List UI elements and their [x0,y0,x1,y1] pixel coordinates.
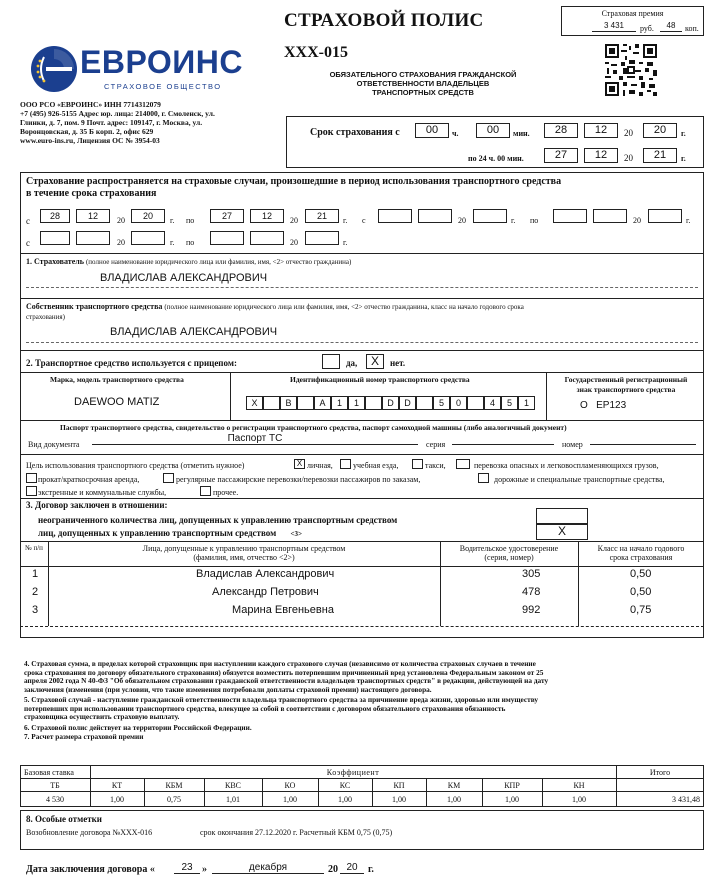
euroins-logo-tagline: СТРАХОВОЕ ОБЩЕСТВО [104,82,222,91]
year-prefix: 20 [624,128,633,138]
calc-value-1: 4 530 [46,795,64,804]
period-3-to-month [250,231,284,245]
purpose-training: учебная езда, [353,461,399,470]
calc-header-2: КТ [111,781,123,790]
period-1-from-month: 12 [76,209,110,223]
divider [20,498,704,499]
company-line: Глинки, д. 7, пом. 9 Почт. адрес: 109147, г. Москва, ул. [20,118,203,127]
signing-g: г. [368,864,374,875]
year-suffix: г. [681,154,686,163]
year-suffix: г. [681,129,686,138]
signing-year: 20 [340,862,364,874]
period-text [26,176,561,200]
policy-title: СТРАХОВОЙ ПОЛИС [284,10,484,31]
driver-name: Марина Евгеньевна [232,604,334,616]
divider [20,372,704,373]
period-s: с [26,216,30,226]
period-2-from-month [418,209,452,223]
owner-label-block [26,302,696,322]
purpose-taxi: такси, [425,461,446,470]
trailer-no-box[interactable]: X [366,354,384,369]
divider [20,350,704,351]
drivers-header-name [48,544,440,562]
notes-text-prefix: Возобновление договора №ХХХ-016 [26,828,153,837]
number-value [590,433,696,445]
period-g: г. [511,216,516,225]
clause-5 [24,696,704,722]
drivers-header-line: срока страхования [609,553,673,562]
vin-char-cell: 1 [331,396,348,410]
period-2-to-month [593,209,627,223]
policy-subtitle [298,70,548,97]
period-1-to-day: 27 [210,209,244,223]
period-year-prefix: 20 [290,238,298,247]
reg-label [548,375,704,395]
divider [546,372,547,420]
period-1-from-day: 28 [40,209,70,223]
doc-type-label: Вид документа [28,440,80,449]
calc-value-4: 1,01 [226,795,240,804]
clause-line: апреля 2002 года N 40-ФЗ "Об обязательном страховании гражданской ответственности владельцев транспортных средств" в редакции, действующей на дату [24,676,549,686]
term-from-day: 28 [544,123,578,138]
signing-quote-close: » [202,864,207,875]
vin-char-cell: 0 [450,396,467,410]
period-3-to-year [305,231,339,245]
trailer-label: 2. Транспортное средство используется с прицепом: [26,358,237,368]
calc-value-6: 1,00 [338,795,352,804]
period-g: г. [686,216,691,225]
contract-label: 3. Договор заключен в отношении: [26,500,168,510]
vin-char-cell: 1 [518,396,535,410]
divider [20,791,704,792]
drivers-header-no: № п/п [25,544,43,552]
purpose-road-checkbox[interactable] [478,473,489,483]
divider [20,298,704,299]
clause-line: 5. Страховой случай - наступление гражданской ответственности владельца транспортного средства за причинение вреда жизни, здоровью или имуществу [24,695,539,704]
purpose-passenger: регулярные пассажирские перевозки/перевозки пассажиров по заказам, [176,475,421,484]
contract-unlimited-box[interactable] [536,508,588,524]
period-2-to-day [553,209,587,223]
owner-note-2: страхования) [26,313,65,321]
insurer-name: ВЛАДИСЛАВ АЛЕКСАНДРОВИЧ [100,272,268,284]
calc-value-8: 1,00 [447,795,461,804]
insurer-label-row [26,257,351,266]
divider [230,372,231,420]
driver-license: 305 [522,568,541,580]
calc-header-5: КО [284,781,296,790]
vin-char-cell: A [314,396,331,410]
driver-class: 0,50 [630,586,652,598]
notes-label: 8. Особые отметки [26,814,102,824]
series-label: серия [426,440,446,449]
reg-plate: О ЕР123 [580,400,627,411]
insurer-line [26,287,698,288]
period-3-to-day [210,231,244,245]
contract-limited-row [38,528,302,538]
clause-line: 4. Страховая сумма, в пределах которой страховщик при наступлении каждого страхового случая (независимо от количества страховых случаев в течение [24,659,536,668]
contract-limited: лиц, допущенных к управлению транспортным средством [38,528,277,538]
drivers-header-line: Класс на начало годового [597,544,685,553]
clause-6: 6. Страховой полис действует на территории Российской Федерации. [24,723,252,732]
term-label: Срок страхования с [310,127,400,138]
premium-kop: 48 [660,20,682,32]
term-from-year: 20 [643,123,677,138]
company-line: www.euro-ins.ru, Лицензия ОС № 3954-03 [20,136,160,145]
divider [20,566,704,567]
contract-unlimited: неограниченного количества лиц, допущенных к управлению транспортным средством [38,515,398,525]
period-year-prefix: 20 [458,216,466,225]
driver-no: 1 [32,568,39,580]
term-to-label: по 24 ч. 00 мин. [468,154,524,163]
vin-char-cell: D [399,396,416,410]
drivers-header-line: (серия, номер) [484,553,534,562]
term-to-year: 21 [643,148,677,163]
driver-no: 3 [32,604,39,616]
calc-value-2: 1,00 [110,795,124,804]
euroins-logo-text: ЕВРОИНС [80,44,243,80]
company-line: Воронцовская, д. 35 Б корп. 2, офис 629 [20,127,154,136]
divider [20,253,704,254]
term-to-day: 27 [544,148,578,163]
term-from-month: 12 [584,123,618,138]
calc-value-9: 1,00 [505,795,519,804]
term-hour-label: ч. [452,129,459,138]
subtitle-line: ОБЯЗАТЕЛЬНОГО СТРАХОВАНИЯ ГРАЖДАНСКОЙ [329,70,517,79]
premium-box [561,6,704,36]
period-3-from-year [131,231,165,245]
vin-char-cell: 5 [433,396,450,410]
vehicle-model-label: Марка, модель транспортного средства [50,375,184,384]
period-po: по [530,216,539,225]
vin-char-cell: 5 [501,396,518,410]
vehicle-vin-label: Идентификационный номер транспортного средства [290,375,470,384]
vin-char-cell [297,396,314,410]
reg-label-line: знак транспортного средства [576,385,676,394]
vehicle-model: DAEWOO MATIZ [74,396,160,408]
calc-header-7: КП [393,781,405,790]
period-g: г. [170,216,175,225]
drivers-header-line: Водительское удостоверение [459,544,559,553]
euroins-logo-icon [30,45,78,93]
period-3-from-month [76,231,110,245]
drivers-row [20,586,704,602]
term-to-month: 12 [584,148,618,163]
divider [20,541,704,542]
vin-char-cell [416,396,433,410]
subtitle-line: ОТВЕТСТВЕННОСТИ ВЛАДЕЛЬЦЕВ [356,79,490,88]
period-po: по [186,216,195,225]
period-3-from-day [40,231,70,245]
doc-type-value: Паспорт ТС [92,433,418,445]
calc-header-6: КС [339,781,351,790]
vin-char-cell: 1 [348,396,365,410]
calc-value-3: 0,75 [167,795,181,804]
contract-limited-box[interactable]: X [536,524,588,540]
purpose-other: прочее. [213,488,239,497]
period-g: г. [343,216,348,225]
term-min: 00 [476,123,510,138]
purpose-passenger-checkbox[interactable] [163,473,174,483]
signing-day: 23 [174,862,200,874]
calc-value-10: 1,00 [572,795,586,804]
period-s: с [362,216,366,225]
trailer-no-label: нет. [390,358,406,368]
vin-char-cell [467,396,484,410]
drivers-header-license [440,544,578,562]
insurer-note: (полное наименование юридического лица или фамилия, имя, <2> отчество гражданина) [85,258,352,266]
owner-name: ВЛАДИСЛАВ АЛЕКСАНДРОВИЧ [110,326,278,338]
driver-class: 0,75 [630,604,652,616]
signing-label: Дата заключения договора « [26,864,155,875]
premium-label: Страховая премия [601,9,664,18]
reg-label-line: Государственный регистрационный [564,375,688,384]
period-text-line: Страхование распространяется на страховые случаи, произошедшие в период использования транспортного средства [26,176,562,187]
calc-header-8: КМ [447,781,461,790]
clause-line: заключения (изменения (при условии, что такие изменения потребовали доплаты страховой премии) настоящего договора. [24,684,432,694]
company-details [20,100,215,145]
driver-no: 2 [32,586,39,598]
calc-base-label: Базовая ставка [24,768,74,777]
number-label: номер [562,440,583,449]
purpose-rental: прокат/краткосрочная аренда, [38,475,140,484]
period-s: с [26,238,30,248]
signing-year-prefix: 20 [328,864,338,875]
driver-license: 992 [522,604,541,616]
series-value [452,433,554,445]
drivers-row [20,568,704,584]
vin-char-cell [365,396,382,410]
period-year-prefix: 20 [117,238,125,247]
purpose-rental-checkbox[interactable] [26,473,37,483]
clause-line: страховщика осуществить страховую выплату. [24,712,180,722]
clause-4 [24,660,704,694]
clause-7: 7. Расчет размера страховой премии [24,732,144,741]
calc-header-3: КБМ [165,781,183,790]
period-1-to-year: 21 [305,209,339,223]
divider [20,778,704,779]
purpose-label: Цель использования транспортного средства (отметить нужное) [26,461,245,470]
period-po: по [186,238,195,247]
rub-label: руб. [640,24,654,33]
trailer-yes-label: да, [346,358,358,368]
vin-char-cell: X [246,396,263,410]
term-hour: 00 [415,123,449,138]
subtitle-line: ТРАНСПОРТНЫХ СРЕДСТВ [372,88,474,97]
calc-coef-label: Коэффициент [326,768,380,777]
passport-label: Паспорт транспортного средства, свидетельство о регистрации транспортного средства, паспорт самоходной машины (либо аналогичный документ) [60,423,567,432]
calc-value-7: 1,00 [392,795,406,804]
vin-char-cell: D [382,396,399,410]
divider [20,420,704,421]
period-year-prefix: 20 [633,216,641,225]
period-g: г. [170,238,175,247]
period-year-prefix: 20 [117,216,125,225]
divider [20,626,704,627]
kop-label: коп. [685,24,699,33]
purpose-road: дорожные и специальные транспортные средства, [494,475,665,484]
period-2-from-day [378,209,412,223]
period-g: г. [343,238,348,247]
period-2-to-year [648,209,682,223]
premium-rub: 3 431 [592,20,636,32]
trailer-yes-box[interactable] [322,354,340,369]
driver-license: 478 [522,586,541,598]
owner-line [26,342,698,343]
purpose-emergency-checkbox[interactable] [26,486,37,496]
divider [20,454,704,455]
owner-note: (полное наименование юридического лица или фамилия, имя, <2> отчество гражданина, класс на начало годового срока [164,303,524,311]
purpose-taxi-checkbox[interactable] [412,459,423,469]
clause-line: потерпевших при использовании транспортного средства, влекущее за собой в соответствии с договором обязательного страхования обязанность [24,703,506,713]
notes-text-suffix: срок окончания 27.12.2020 г. Расчетный КБМ 0,75 (0,75) [200,828,393,837]
calc-header-4: КВС [224,781,241,790]
signing-month: декабря [212,862,324,874]
owner-label: Собственник транспортного средства [26,302,163,311]
policy-series: ХХХ-015 [284,44,348,61]
purpose-personal-checkbox[interactable]: X [294,459,305,469]
period-text-line: в течение срока страхования [26,188,157,199]
calc-total-label: Итого [649,768,671,777]
term-min-label: мин. [513,129,530,138]
period-1-from-year: 20 [131,209,165,223]
drivers-header-class [578,544,704,562]
drivers-header-line: (фамилия, имя, отчество <2>) [193,553,295,562]
purpose-other-checkbox[interactable] [200,486,211,496]
contract-limited-note: <3> [290,530,302,538]
purpose-hazardous: перевозка опасных и легковоспламеняющихся грузов, [474,461,659,470]
company-line: ООО РСО «ЕВРОИНС» ИНН 7714312079 [20,100,161,109]
driver-class: 0,50 [630,568,652,580]
qr-code-image [603,42,659,98]
purpose-personal: личная, [307,461,333,470]
calc-value-5: 1,00 [283,795,297,804]
company-line: +7 (495) 926-5155 Адрес юр. лица: 214000, г. Смоленск, ул. [20,109,215,118]
purpose-hazardous-checkbox[interactable] [456,459,470,469]
vin-char-cell: B [280,396,297,410]
period-year-prefix: 20 [290,216,298,225]
calc-header-9: КПР [504,781,520,790]
vin-char-cell [263,396,280,410]
calc-header-10: КН [573,781,585,790]
insurer-label: 1. Страхователь [26,257,84,266]
period-2-from-year [473,209,507,223]
calc-header-1: ТБ [50,781,60,790]
purpose-training-checkbox[interactable] [340,459,351,469]
clause-line: срока страхования по договору обязательного страхования) обязуется возместить потерпевшим причиненный вред установлена Федеральным законом от 25 [24,667,544,677]
vin-char-cell: 4 [484,396,501,410]
drivers-row [20,604,704,620]
drivers-header-line: Лица, допущенные к управлению транспортным средством [142,544,346,553]
calc-total-value: 3 431,48 [672,795,700,804]
driver-name: Александр Петрович [212,586,319,598]
period-1-to-month: 12 [250,209,284,223]
year-prefix: 20 [624,153,633,163]
driver-name: Владислав Александрович [196,568,335,580]
purpose-emergency: экстренные и коммунальные службы, [38,488,167,497]
